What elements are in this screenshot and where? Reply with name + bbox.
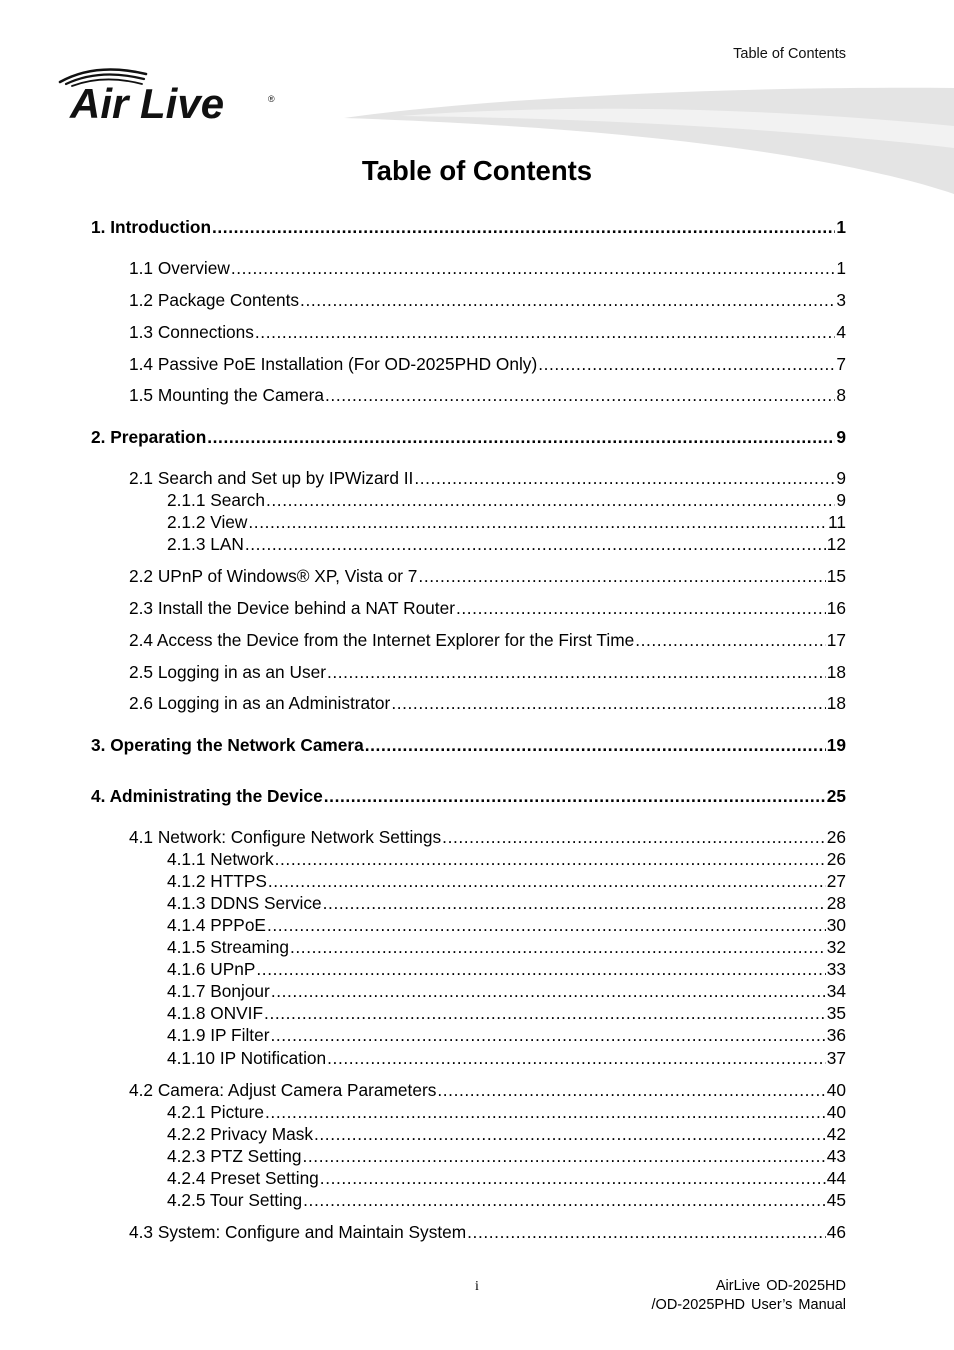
- toc-section[interactable]: [129, 384, 846, 406]
- toc-subsection[interactable]: [167, 489, 846, 511]
- toc-subsection[interactable]: [167, 1002, 846, 1024]
- toc-entry-page: 44: [826, 1168, 846, 1188]
- toc-entry-page: 40: [826, 1080, 846, 1100]
- footer-product-line2: /OD-2025PHD User’s Manual: [651, 1297, 846, 1313]
- toc-entry-label: 2.2 UPnP of Windows® XP, Vista or 7: [129, 566, 418, 586]
- toc-entry-label: 4.1.6 UPnP: [167, 959, 256, 979]
- toc-entry-label: 2.1.3 LAN: [167, 534, 244, 554]
- toc-entry-page: 43: [826, 1146, 846, 1166]
- toc-subsection[interactable]: [167, 1189, 846, 1211]
- toc-entry-page: 28: [826, 893, 846, 913]
- toc-entry-label: 4.2.5 Tour Setting: [167, 1190, 303, 1210]
- toc-leader-dots: [212, 216, 835, 238]
- toc-entry-label: 4.1.2 HTTPS: [167, 871, 267, 891]
- toc-leader-dots: [271, 980, 826, 1002]
- toc-entry-page: 36: [826, 1025, 846, 1045]
- toc-subsection[interactable]: [167, 1145, 846, 1167]
- toc-subsection[interactable]: [167, 848, 846, 870]
- toc-leader-dots: [302, 1145, 825, 1167]
- toc-leader-dots: [320, 1167, 826, 1189]
- toc-subsection[interactable]: [167, 1047, 846, 1069]
- toc-entry-label: 4.2.4 Preset Setting: [167, 1168, 319, 1188]
- toc-entry-page: 37: [826, 1048, 846, 1068]
- toc-subsection[interactable]: [167, 980, 846, 1002]
- toc-leader-dots: [303, 1189, 826, 1211]
- toc-section[interactable]: [129, 597, 846, 619]
- toc-leader-dots: [245, 533, 826, 555]
- toc-entry-label: 1.5 Mounting the Camera: [129, 385, 325, 405]
- toc-entry-page: 45: [826, 1190, 846, 1210]
- toc-chapter[interactable]: [91, 426, 846, 448]
- toc-entry-label: 1. Introduction: [91, 217, 211, 237]
- toc-entry-page: 34: [826, 981, 846, 1001]
- toc-entry-label: 4. Administrating the Device: [91, 786, 323, 806]
- toc-leader-dots: [231, 257, 836, 279]
- toc-subsection[interactable]: [167, 1167, 846, 1189]
- toc-leader-dots: [268, 870, 826, 892]
- toc-leader-dots: [264, 1002, 826, 1024]
- footer-product: [652, 1277, 846, 1315]
- svg-text:®: ®: [268, 94, 275, 104]
- toc-section[interactable]: [129, 1079, 846, 1101]
- toc-entry-label: 4.1.1 Network: [167, 849, 274, 869]
- toc-entry-page: 1: [836, 258, 846, 278]
- toc-leader-dots: [418, 565, 825, 587]
- toc-entry-label: 4.2 Camera: Adjust Camera Parameters: [129, 1080, 437, 1100]
- toc-entry-label: 4.2.1 Picture: [167, 1102, 265, 1122]
- toc-entry-page: 17: [826, 630, 846, 650]
- toc-entry-label: 4.1.4 PPPoE: [167, 915, 266, 935]
- toc-entry-page: 35: [826, 1003, 846, 1023]
- toc-entry-label: 1.2 Package Contents: [129, 290, 300, 310]
- toc-entry-page: 12: [826, 534, 846, 554]
- toc-entry-label: 2.4 Access the Device from the Internet Explorer for the First Time: [129, 630, 635, 650]
- toc-leader-dots: [365, 734, 826, 756]
- toc-entry-label: 2.5 Logging in as an User: [129, 662, 326, 682]
- toc-entry-label: 1.3 Connections: [129, 322, 254, 342]
- toc-entry-page: 18: [826, 662, 846, 682]
- toc-entry-page: 16: [826, 598, 846, 618]
- toc-leader-dots: [442, 826, 826, 848]
- toc-subsection[interactable]: [167, 958, 846, 980]
- toc-subsection[interactable]: [167, 1123, 846, 1145]
- running-header: Table of Contents: [733, 46, 846, 62]
- toc-entry-label: 4.1.5 Streaming: [167, 937, 289, 957]
- toc-entry-page: 18: [826, 693, 846, 713]
- toc-leader-dots: [267, 914, 826, 936]
- toc-leader-dots: [414, 467, 835, 489]
- toc-leader-dots: [538, 353, 835, 375]
- svg-text:Air Live: Air Live: [70, 80, 225, 127]
- toc-entry-label: 4.2.2 Privacy Mask: [167, 1124, 313, 1144]
- page-number: i: [475, 1279, 479, 1294]
- toc-subsection[interactable]: [167, 511, 846, 533]
- toc-leader-dots: [323, 892, 826, 914]
- toc-leader-dots: [391, 692, 825, 714]
- toc-entry-page: 4: [836, 322, 846, 342]
- toc-subsection[interactable]: [167, 870, 846, 892]
- toc-leader-dots: [325, 384, 835, 406]
- toc-chapter[interactable]: [91, 785, 846, 807]
- toc-leader-dots: [635, 629, 826, 651]
- airlive-logo: [56, 60, 286, 128]
- toc-entry-page: 8: [836, 385, 846, 405]
- toc-chapter[interactable]: [91, 734, 846, 756]
- toc-section[interactable]: [129, 692, 846, 714]
- toc-entry-page: 27: [826, 871, 846, 891]
- toc-section[interactable]: [129, 826, 846, 848]
- toc-entry-label: 2.1.2 View: [167, 512, 248, 532]
- toc-subsection[interactable]: [167, 914, 846, 936]
- toc-leader-dots: [266, 489, 835, 511]
- toc-leader-dots: [437, 1079, 825, 1101]
- toc-entry-page: 1: [836, 217, 846, 237]
- toc-section[interactable]: [129, 289, 846, 311]
- toc-entry-label: 4.1.8 ONVIF: [167, 1003, 264, 1023]
- toc-section[interactable]: [129, 565, 846, 587]
- toc-leader-dots: [327, 661, 826, 683]
- toc-entry-label: 3. Operating the Network Camera: [91, 735, 364, 755]
- toc-entry-label: 4.1.7 Bonjour: [167, 981, 270, 1001]
- toc-section[interactable]: [129, 321, 846, 343]
- toc-entry-page: 26: [826, 849, 846, 869]
- toc-entry-label: 4.1.3 DDNS Service: [167, 893, 322, 913]
- toc-section[interactable]: [129, 1221, 846, 1243]
- toc-entry-label: 2.1.1 Search: [167, 490, 265, 510]
- toc-leader-dots: [275, 848, 826, 870]
- toc-entry-label: 2.6 Logging in as an Administrator: [129, 693, 391, 713]
- toc-entry-page: 19: [826, 735, 846, 755]
- toc-leader-dots: [290, 936, 826, 958]
- toc-leader-dots: [456, 597, 826, 619]
- toc-section[interactable]: [129, 467, 846, 489]
- toc-section[interactable]: [129, 353, 846, 375]
- page-title: Table of Contents: [361, 155, 593, 186]
- toc-entry-page: 40: [826, 1102, 846, 1122]
- toc-leader-dots: [207, 426, 835, 448]
- toc-entry-page: 32: [826, 937, 846, 957]
- toc-entry-page: 42: [826, 1124, 846, 1144]
- toc-entry-page: 30: [826, 915, 846, 935]
- toc-subsection[interactable]: [167, 936, 846, 958]
- toc-section[interactable]: [129, 257, 846, 279]
- toc-entry-page: 7: [836, 354, 846, 374]
- toc-entry-page: 9: [836, 427, 846, 447]
- toc-entry-label: 4.1.9 IP Filter: [167, 1025, 270, 1045]
- toc-subsection[interactable]: [167, 1101, 846, 1123]
- toc-entry-label: 4.1.10 IP Notification: [167, 1048, 327, 1068]
- toc-entry-label: 1.4 Passive PoE Installation (For OD-2025PHD Only): [129, 354, 538, 374]
- toc-entry-label: 1.1 Overview: [129, 258, 230, 278]
- toc-entry-page: 11: [828, 512, 846, 532]
- toc-entry-page: 26: [826, 827, 846, 847]
- toc-subsection[interactable]: [167, 892, 846, 914]
- toc-entry-page: 9: [836, 468, 846, 488]
- toc-entry-page: 33: [826, 959, 846, 979]
- toc-entry-label: 4.1 Network: Configure Network Settings: [129, 827, 442, 847]
- toc-entry-page: 25: [826, 786, 846, 806]
- toc-subsection[interactable]: [167, 533, 846, 555]
- toc-entry-page: 15: [826, 566, 846, 586]
- toc-entry-page: 46: [826, 1222, 846, 1242]
- toc-leader-dots: [270, 1024, 825, 1046]
- toc-entry-label: 4.3 System: Configure and Maintain System: [129, 1222, 467, 1242]
- toc-leader-dots: [467, 1221, 826, 1243]
- toc-chapter[interactable]: [91, 216, 846, 238]
- toc-leader-dots: [300, 289, 835, 311]
- toc-entry-label: 2. Preparation: [91, 427, 207, 447]
- toc-leader-dots: [265, 1101, 826, 1123]
- footer-product-line1: AirLive OD-2025HD: [715, 1278, 846, 1294]
- toc-leader-dots: [314, 1123, 826, 1145]
- toc-section[interactable]: [129, 629, 846, 651]
- toc-entry-page: 9: [836, 490, 846, 510]
- toc-subsection[interactable]: [167, 1024, 846, 1046]
- toc-entry-label: 2.3 Install the Device behind a NAT Router: [129, 598, 455, 618]
- toc-entry-page: 3: [836, 290, 846, 310]
- toc-leader-dots: [248, 511, 827, 533]
- toc-leader-dots: [327, 1047, 826, 1069]
- toc-leader-dots: [255, 321, 835, 343]
- toc-entry-label: 2.1 Search and Set up by IPWizard II: [129, 468, 414, 488]
- toc-leader-dots: [256, 958, 825, 980]
- toc-entry-label: 4.2.3 PTZ Setting: [167, 1146, 302, 1166]
- toc-section[interactable]: [129, 661, 846, 683]
- toc-leader-dots: [324, 785, 826, 807]
